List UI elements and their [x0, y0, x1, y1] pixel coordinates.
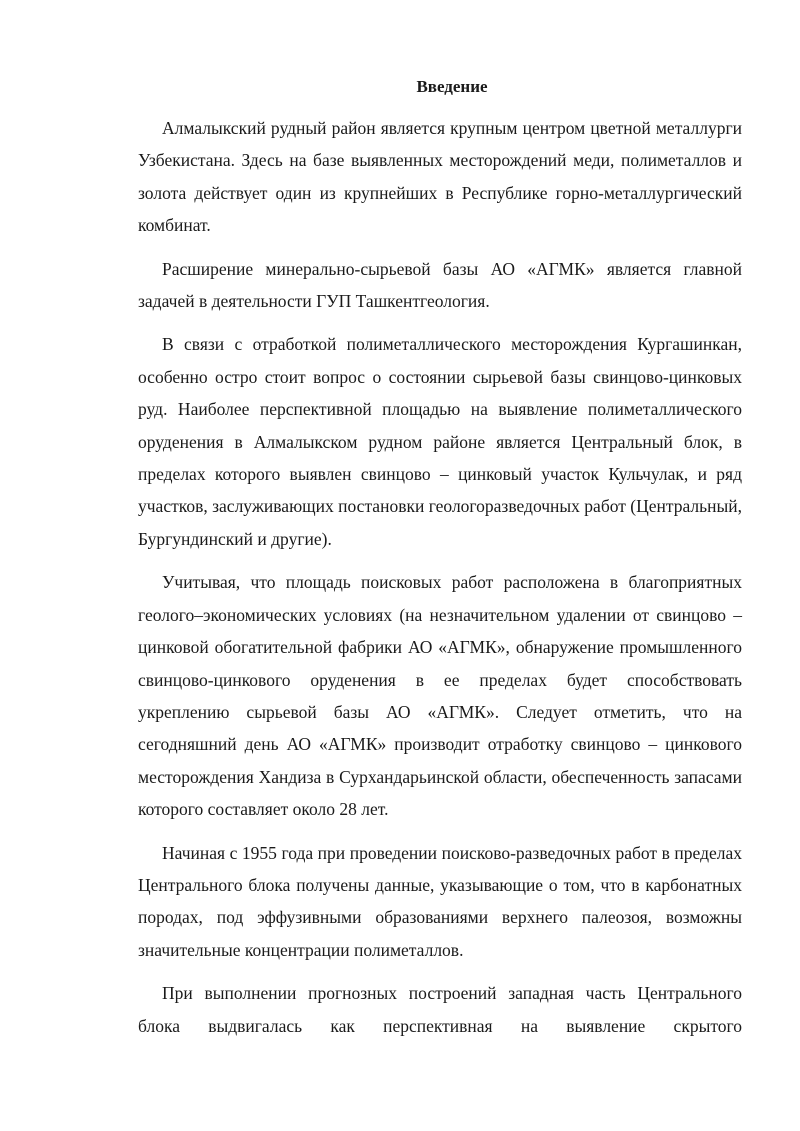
paragraph-5: Начиная с 1955 года при проведении поисково-разведочных работ в пределах Центрального блока получены данные, указывающие о том, что в карбонатных породах, под эффузивными образованиями верхнего палеозоя, возможны значительные концентрации полиметаллов.: [138, 842, 742, 960]
paragraph-1: Алмалыкский рудный район является крупным центром цветной металлурги Узбекистана. Здесь на базе выявленных месторождений меди, полиметаллов и золота действует один из крупнейших в Республике горно-металлургический комбинат.: [138, 118, 742, 236]
document-page: [138, 72, 742, 1053]
paragraph-2: Расширение минерально-сырьевой базы АО «АГМК» является главной задачей в деятельности ГУП Ташкентгеология.: [138, 258, 742, 312]
paragraph-4: Учитывая, что площадь поисковых работ расположена в благоприятных геолого–экономических условиях (на незначительном удалении от свинцово – цинковой обогатительной фабрики АО «АГМК», обнаружение промышленного свинцово-цинкового оруденения в ее пределах будет способствовать укреплению сырьевой базы АО «АГМК». Следует отметить, что на сегодняшний день АО «АГМК» производит отработку свинцово – цинкового месторождения Хандиза в Сурхандарьинской области, обеспеченность запасами которого составляет около 28 лет.: [138, 572, 742, 820]
section-heading: Введение: [416, 77, 488, 96]
paragraph-3: В связи с отработкой полиметаллического месторождения Кургашинкан, особенно остро стоит вопрос о состоянии сырьевой базы свинцово-цинковых руд. Наиболее перспективной площадью на выявление полиметаллического оруденения в Алмалыкском рудном районе является Центральный блок, в пределах которого выявлен свинцово – цинковый участок Кульчулак, и ряд участков, заслуживающих постановки геологоразведочных работ (Центральный, Бургундинский и другие).: [138, 334, 742, 549]
paragraph-6: При выполнении прогнозных построений западная часть Центрального блока выдвигалась как перспективная на выявление скрытого: [138, 983, 742, 1036]
